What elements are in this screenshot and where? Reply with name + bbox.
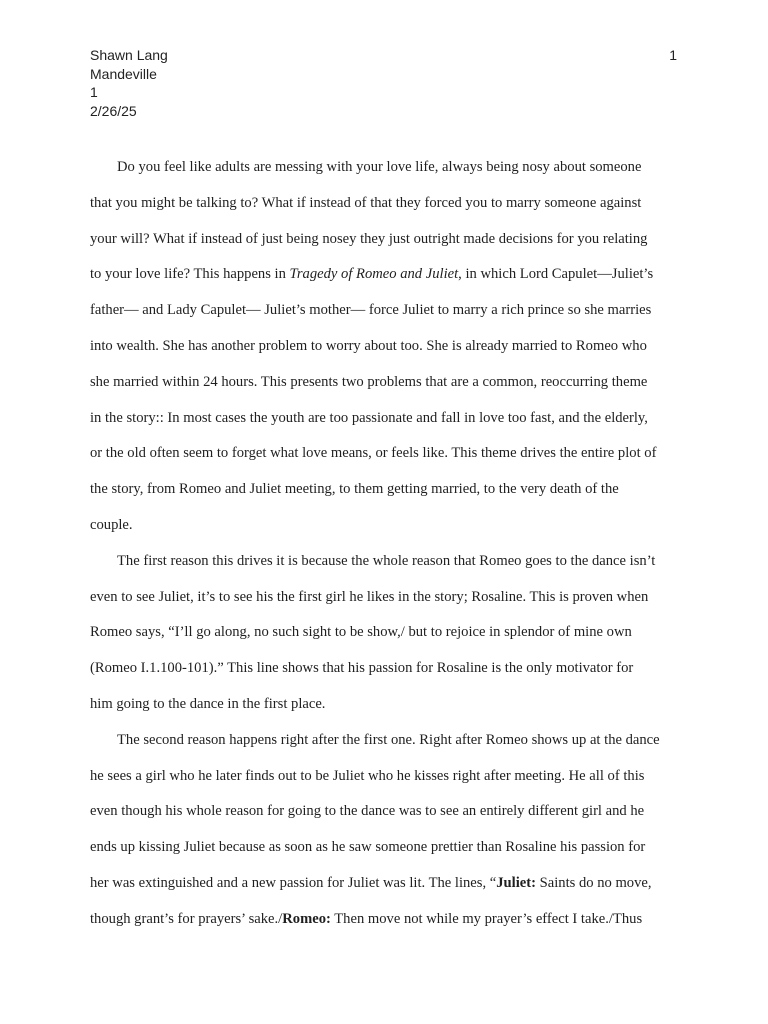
text-line: or the old often seem to forget what love means, or feels like. This theme drives the entire plot of — [90, 445, 657, 462]
text-line: The first reason this drives it is because the whole reason that Romeo goes to the dance isn’t — [117, 552, 656, 569]
text-line: Romeo says, “I’ll go along, no such sight to be show,/ but to rejoice in splendor of mine own — [90, 624, 632, 641]
text-line: he sees a girl who he later finds out to be Juliet who he kisses right after meeting. He all of this — [90, 767, 645, 784]
text-line: even to see Juliet, it’s to see his the first girl he likes in the story; Rosaline. This is proven when — [90, 588, 649, 605]
date: 2/26/25 — [90, 102, 137, 119]
text-line: him going to the dance in the first place. — [90, 695, 326, 712]
text-line: The second reason happens right after the first one. Right after Romeo shows up at the dance — [117, 731, 660, 748]
text-line — [90, 870, 680, 906]
text-line: in the story:: In most cases the youth are too passionate and fall in love too fast, and the elderly, — [90, 409, 648, 426]
mla-heading — [90, 46, 168, 120]
text-run: , in which Lord Capulet—Juliet’s — [458, 266, 654, 283]
text-run: Saints do no move, — [535, 874, 652, 891]
page-number: 1 — [669, 47, 677, 63]
class-period: 1 — [90, 84, 98, 101]
text-run: Then move not while my prayer’s effect I take./Thus — [330, 910, 643, 927]
text-line: into wealth. She has another problem to worry about too. She is already married to Romeo who — [90, 337, 647, 354]
speaker-label: Juliet: — [496, 874, 536, 891]
speaker-label: Romeo: — [282, 910, 331, 927]
essay-body — [90, 154, 680, 942]
text-line: ends up kissing Juliet because as soon as he saw someone prettier than Rosaline his passion for — [90, 839, 646, 856]
text-run: her was extinguished and a new passion for Juliet was lit. The lines, “ — [90, 874, 497, 891]
text-line: that you might be talking to? What if instead of that they forced you to marry someone against — [90, 194, 642, 211]
text-line — [90, 906, 680, 942]
teacher-name: Mandeville — [90, 65, 157, 82]
text-line: even though his whole reason for going to the dance was to see an entirely different girl and he — [90, 803, 645, 820]
text-run: to your love life? This happens in — [90, 266, 290, 283]
text-line: Do you feel like adults are messing with your love life, always being nosy about someone — [117, 159, 642, 175]
text-line: your will? What if instead of just being nosey they just outright made decisions for you relating — [90, 230, 648, 247]
text-line: couple. — [90, 516, 133, 533]
text-run: though grant’s for prayers’ sake./ — [90, 910, 283, 927]
author-name: Shawn Lang — [90, 47, 168, 63]
text-line: (Romeo I.1.100-101).” This line shows that his passion for Rosaline is the only motivator for — [90, 660, 634, 677]
text-line: she married within 24 hours. This presents two problems that are a common, reoccurring theme — [90, 373, 648, 390]
text-line — [90, 261, 680, 297]
text-line: father— and Lady Capulet— Juliet’s mother— force Juliet to marry a rich prince so she marries — [90, 302, 652, 319]
text-line: the story, from Romeo and Juliet meeting, to them getting married, to the very death of the — [90, 481, 619, 498]
book-title: Tragedy of Romeo and Juliet — [289, 266, 459, 283]
